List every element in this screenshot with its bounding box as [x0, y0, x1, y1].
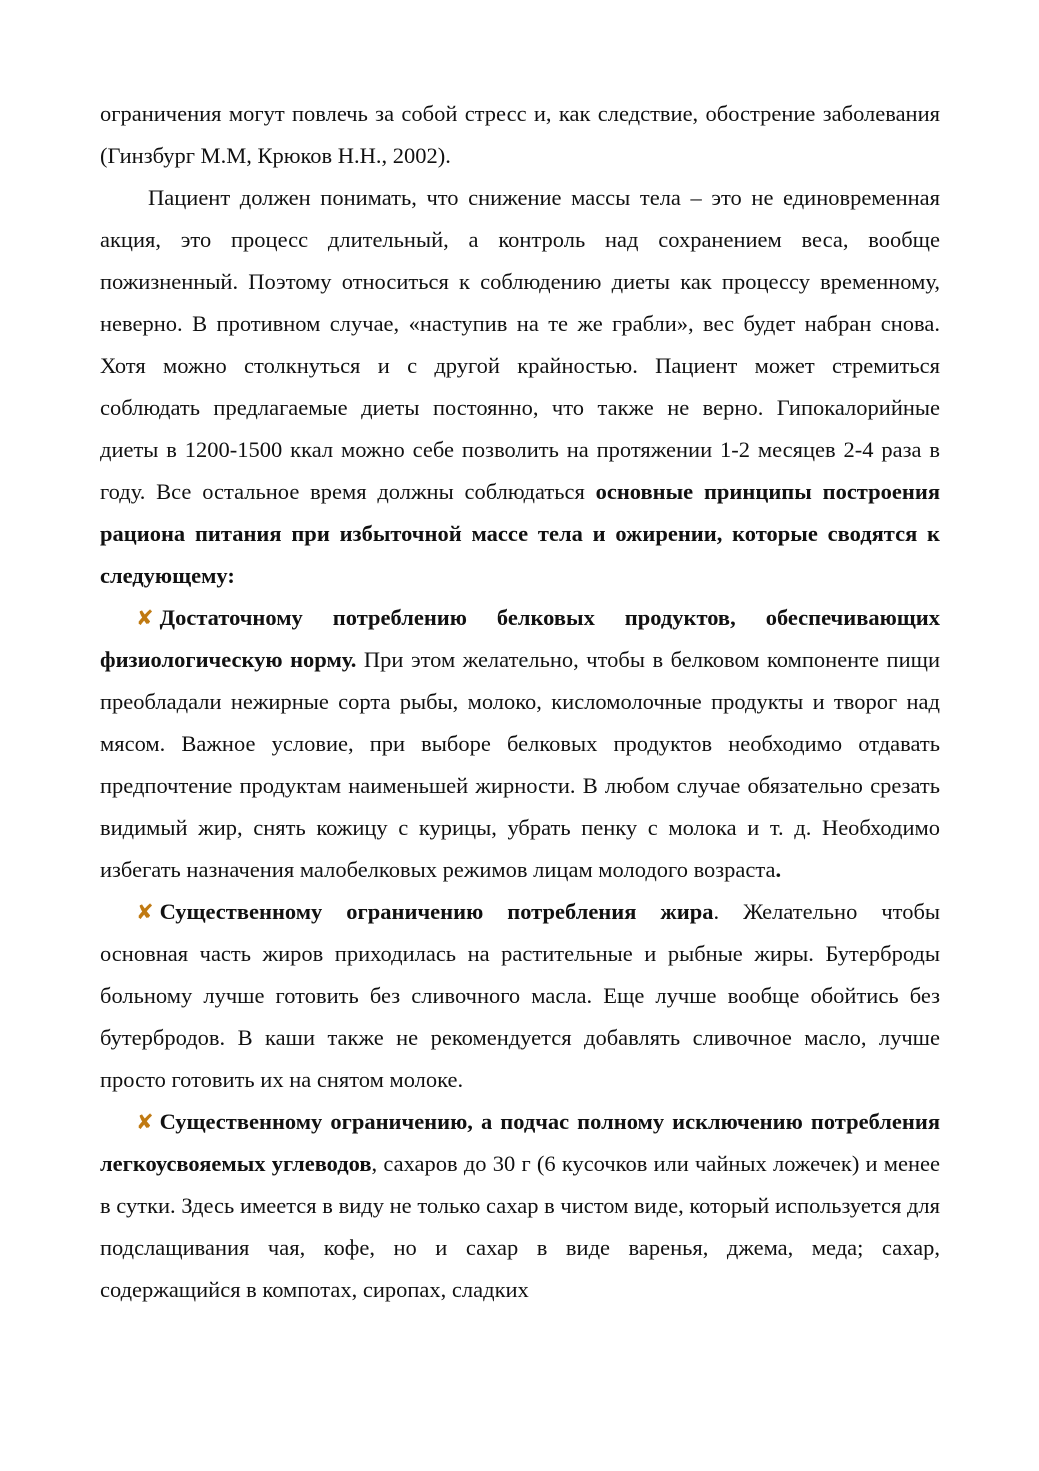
cross-mark-icon: ✘ — [136, 900, 154, 924]
bullet-item-fat-text: . Желательно чтобы основная часть жиров приходилась на растительные и рыбные жиры. Бутерброды больному лучше готовить без сливочного масла. Еще лучше вообще обойтись без бутербродов. В каши также не рекомендуется добавлять сливочное масло, лучше просто готовить их на снятом молоке. — [100, 899, 941, 1092]
paragraph-2 — [100, 177, 940, 597]
cross-mark-icon: ✘ — [136, 1110, 154, 1134]
cross-mark-icon: ✘ — [136, 606, 154, 630]
bullet-item-protein-bold: Достаточному потреблению белковых продуктов, обеспечивающих физиологическую норму. — [100, 605, 940, 672]
bullet-item-fat — [100, 891, 940, 1101]
bullet-item-protein — [100, 597, 940, 891]
bullet-item-carbs — [100, 1101, 940, 1311]
paragraph-2-bold: основные принципы построения рациона питания при избыточной массе тела и ожирении, которые сводятся к следующему: — [100, 479, 940, 588]
bullet-item-carbs-text: , сахаров до 30 г (6 кусочков или чайных ложечек) и менее в сутки. Здесь имеется в виду не только сахар в чистом виде, который используется для подслащивания чая, кофе, но и сахар в виде варенья, джема, меда; сахар, содержащийся в компотах, сиропах, сладких — [100, 1151, 940, 1302]
bullet-item-protein-text: При этом желательно, чтобы в белковом компоненте пищи преобладали нежирные сорта рыбы, молоко, кисломолочные продукты и творог над мясом. Важное условие, при выборе белковых продуктов необходимо отдавать предпочтение продуктам наименьшей жирности. В любом случае обязательно срезать видимый жир, снять кожицу с курицы, убрать пенку с молока и т. д. Необходимо избегать назначения малобелковых режимов лицам молодого возраста — [100, 647, 940, 882]
paragraph-1: ограничения могут повлечь за собой стресс и, как следствие, обострение заболевания (Гинзбург М.М, Крюков Н.Н., 2002). — [100, 101, 940, 168]
paragraph-2-text: Пациент должен понимать, что снижение массы тела – это не единовременная акция, это процесс длительный, а контроль над сохранением веса, вообще пожизненный. Поэтому относиться к соблюдению диеты как процессу временному, неверно. В противном случае, «наступив на те же грабли», вес будет набран снова. Хотя можно столкнуться и с другой крайностью. Пациент может стремиться соблюдать предлагаемые диеты постоянно, что также не верно. Гипокалорийные диеты в 1200-1500 ккал можно себе позволить на протяжении 1-2 месяцев 2-4 раза в году. Все остальное время должны соблюдаться — [100, 185, 940, 504]
bullet-item-protein-tail: . — [775, 857, 782, 882]
document-page — [100, 93, 940, 1311]
bullet-item-carbs-bold: Существенному ограничению, а подчас полному исключению потребления легкоусвояемых углеводов — [100, 1109, 940, 1176]
bullet-item-fat-bold: Существенному ограничению потребления жира — [159, 899, 714, 924]
